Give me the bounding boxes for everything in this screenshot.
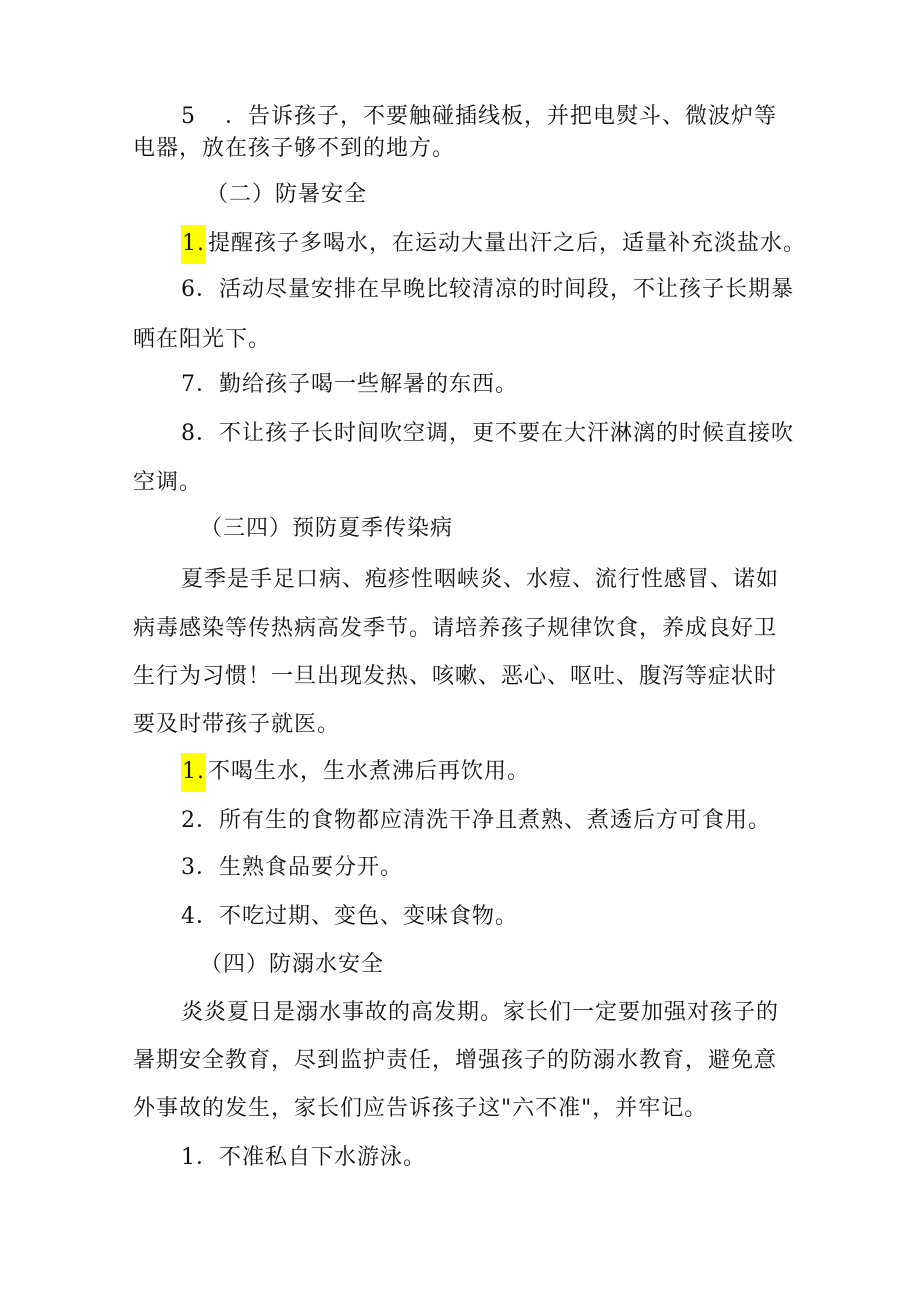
list-item-7: 7．勤给孩子喝一些解暑的东西。 [181,372,518,397]
paragraph-2-line-3: 外事故的发生，家长们应告诉孩子这"六不准"，并牢记。 [133,1096,708,1121]
list-item-text: 提醒孩子多喝水，在运动大量出汗之后，适量补充淡盐水。 [208,231,807,256]
list-item-3: 3．生熟食品要分开。 [181,855,403,880]
paragraph-1-line-4: 要及时带孩子就医。 [133,712,341,737]
section-heading-drowning-safety: （四）防溺水安全 [200,952,385,977]
paragraph-1-line-3: 生行为习惯！一旦出现发热、咳嗽、恶心、呕吐、腹泻等症状时 [133,664,778,689]
list-item-8-line-2: 空调。 [133,470,203,495]
paragraph-1-line-1: 夏季是手足口病、疱疹性咽峡炎、水痘、流行性感冒、诺如 [181,567,780,592]
list-item-2: 2．所有生的食物都应清洗干净且煮熟、煮透后方可食用。 [181,808,771,833]
list-item-5-line-2: 电器，放在孩子够不到的地方。 [133,136,456,161]
highlighted-number: 1. [181,225,206,264]
highlighted-number: 1. [181,753,206,792]
paragraph-2-line-1: 炎炎夏日是溺水事故的高发期。家长们一定要加强对孩子的 [181,1000,780,1025]
list-item-1-no-swimming: 1．不准私自下水游泳。 [181,1145,426,1170]
list-item-6-line-1: 6．活动尽量安排在早晚比较清凉的时间段，不让孩子长期暴 [181,277,794,302]
list-number: 5 [181,104,195,129]
list-item-5-line-1 [181,102,777,132]
paragraph-1-line-2: 病毒感染等传热病高发季节。请培养孩子规律饮食，养成良好卫 [133,616,778,641]
list-item-8-line-1: 8．不让孩子长时间吹空调，更不要在大汗淋漓的时候直接吹 [181,421,794,446]
list-item-1-hydration [181,229,806,259]
list-item-text: ．告诉孩子，不要触碰插线板，并把电熨斗、微波炉等 [225,104,778,129]
section-heading-infectious-disease: （三四）预防夏季传染病 [200,516,454,541]
section-heading-heat-safety: （二）防暑安全 [206,182,368,207]
list-item-6-line-2: 晒在阳光下。 [133,327,272,352]
list-item-1-no-raw-water [181,757,530,787]
list-item-4: 4．不吃过期、变色、变味食物。 [181,904,518,929]
paragraph-2-line-2: 暑期安全教育，尽到监护责任，增强孩子的防溺水教育，避免意 [133,1048,778,1073]
list-item-text: 不喝生水，生水煮沸后再饮用。 [208,759,531,784]
